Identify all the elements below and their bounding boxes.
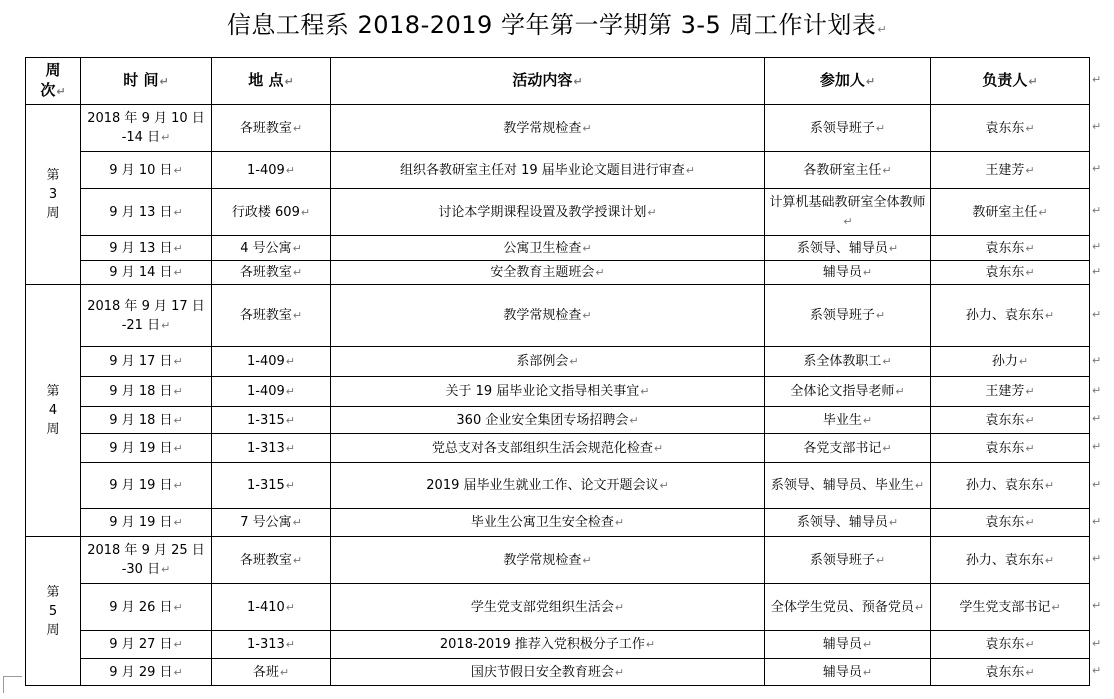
cell-place-text: 7 号公寓 [240,515,292,530]
row-end-mark-icon: ↵ [1092,353,1102,367]
row-end-mark-icon: ↵ [1092,412,1102,425]
cell-owner-text: 王建芳 [985,384,1025,399]
header-owner: 负责人↵ [931,58,1090,105]
paragraph-mark-icon: ↵ [300,205,311,219]
cell-time [81,285,212,347]
paragraph-mark-icon: ↵ [888,516,899,529]
cell-owner-text: 袁东东 [985,440,1025,456]
week-label-char: 第 [46,584,60,600]
paragraph-mark-icon: ↵ [173,638,183,651]
header-week: 周 次↵ [26,58,81,105]
cell-content-text: 2019 届毕业生就业工作、论文开题会议 [426,478,659,493]
cell-time-text: 9 月 18 日 [109,384,173,399]
cell-participants [765,105,931,152]
cell-content-text: 系部例会 [516,354,569,369]
cell-time-text: 9 月 13 日 [109,204,173,220]
paragraph-mark-icon: ↵ [173,413,183,427]
cell-time-text: 2018 年 9 月 10 日 -14 日 [87,111,205,145]
cell-time-text: 9 月 29 日 [109,664,173,680]
cell-content-text: 讨论本学期课程设置及教学授课计划 [438,204,647,220]
paragraph-mark-icon: ↵ [292,516,302,529]
cell-content [331,584,765,631]
table-row [26,463,1090,509]
paragraph-mark-icon: ↵ [875,553,886,567]
paragraph-mark-icon: ↵ [1025,516,1035,529]
cell-place [212,347,331,377]
cell-participants-text: 辅导员 [822,637,862,652]
cell-owner [931,347,1090,377]
cell-content [331,537,765,584]
cell-place-text: 各班教室 [239,265,292,280]
paragraph-mark-icon: ↵ [1025,665,1035,679]
cell-participants-text: 系全体教职工 [803,354,882,369]
document-title [0,4,1114,46]
paragraph-mark-icon: ↵ [862,665,873,679]
cell-participants-text: 系领导班子 [809,308,875,323]
paragraph-mark-icon: ↵ [862,266,873,279]
paragraph-mark-icon: ↵ [285,638,295,651]
week-label-char: 4 [48,403,58,418]
cell-owner-text: 袁东东 [985,412,1025,428]
cell-place-text: 各班教室 [239,120,292,136]
cell-place-text: 1-315 [247,412,285,428]
paragraph-mark-icon: ↵ [895,385,905,398]
cell-place [212,537,331,584]
cell-content [331,631,765,659]
cell-time [81,407,212,434]
cell-content [331,189,765,236]
cell-owner-text: 学生党支部书记 [959,599,1051,615]
paragraph-mark-icon: ↵ [582,121,592,135]
row-end-mark-icon: ↵ [1092,120,1102,133]
row-end-mark-icon: ↵ [1092,162,1102,175]
table-row [26,631,1090,659]
cell-owner [931,152,1090,189]
paragraph-mark-icon: ↵ [173,266,183,279]
table-row [26,261,1090,285]
cell-participants-text: 各教研室主任 [803,162,882,178]
cell-time-text: 9 月 14 日 [109,265,173,280]
paragraph-mark-icon: ↵ [1025,163,1035,177]
row-end-mark-icon: ↵ [1092,599,1102,612]
cell-owner-text: 孙力、袁东东 [965,552,1044,568]
table-row [26,236,1090,261]
cell-place [212,105,331,152]
cell-owner-text: 孙力、袁东东 [965,308,1044,323]
paragraph-mark-icon: ↵ [582,309,592,322]
paragraph-mark-icon: ↵ [1038,205,1048,219]
cell-place [212,509,331,537]
paragraph-mark-icon: ↵ [882,441,892,455]
cell-place [212,631,331,659]
cell-time-text: 9 月 19 日 [109,515,173,530]
paragraph-mark-icon: ↵ [173,163,183,177]
cell-participants-text: 系领导、辅导员 [796,240,888,256]
cell-owner [931,261,1090,285]
cell-participants-text: 计算机基础教研室全体教师 [769,195,926,210]
cell-content [331,434,765,463]
cell-participants [765,659,931,686]
cell-time [81,463,212,509]
row-end-mark-icon: ↵ [1092,383,1102,397]
cell-place-text: 1-409 [247,354,285,369]
paragraph-mark-icon: ↵ [647,205,657,219]
cell-owner [931,377,1090,407]
row-end-mark-icon: ↵ [1092,636,1102,650]
paragraph-mark-icon: ↵ [862,413,873,427]
cell-time-text: 9 月 18 日 [109,412,173,428]
cell-content [331,463,765,509]
cell-content [331,347,765,377]
paragraph-mark-icon: ↵ [173,441,183,455]
paragraph-mark-icon: ↵ [875,121,886,135]
table-row [26,434,1090,463]
cell-participants-text: 系领导、辅导员 [796,515,888,530]
cell-participants [765,631,931,659]
cell-content-text: 学生党支部党组织生活会 [470,599,614,615]
cell-content-text: 国庆节假日安全教育班会 [470,664,614,680]
cell-owner-text: 教研室主任 [972,204,1038,220]
cell-place-text: 各班 [252,664,279,680]
paragraph-mark-icon: ↵ [843,215,853,228]
paragraph-mark-icon: ↵ [614,516,625,529]
cell-owner [931,407,1090,434]
paragraph-mark-icon: ↵ [1044,479,1055,492]
cell-place [212,377,331,407]
paragraph-mark-icon: ↵ [292,553,303,567]
cell-content-text: 360 企业安全集团专场招聘会 [456,412,629,428]
row-end-mark-icon: ↵ [1092,204,1102,217]
cell-participants [765,261,931,285]
cell-content-text: 教学常规检查 [503,552,582,568]
paragraph-mark-icon: ↵ [285,355,295,368]
cell-owner [931,631,1090,659]
paragraph-mark-icon: ↵ [173,516,183,529]
paragraph-mark-icon: ↵ [877,23,888,36]
cell-time [81,584,212,631]
cell-content [331,285,765,347]
paragraph-mark-icon: ↵ [285,441,295,455]
cell-owner-text: 孙力、袁东东 [965,478,1044,493]
cell-content [331,236,765,261]
cell-owner [931,105,1090,152]
cell-time-text: 9 月 19 日 [109,478,173,493]
cell-owner [931,434,1090,463]
paragraph-mark-icon: ↵ [292,121,303,135]
cell-content-text: 安全教育主题班会 [490,265,595,280]
cell-owner-text: 袁东东 [985,240,1025,256]
cell-participants [765,189,931,236]
row-end-mark-icon: ↵ [1092,514,1102,528]
cell-time-text: 2018 年 9 月 25 日 -30 日 [87,543,205,577]
cell-participants [765,463,931,509]
paragraph-mark-icon: ↵ [582,553,592,567]
cell-content-text: 2018-2019 推荐入党积极分子工作 [439,637,645,652]
paragraph-mark-icon: ↵ [285,385,295,398]
paragraph-mark-icon: ↵ [1025,266,1035,279]
cell-place [212,261,331,285]
paragraph-mark-icon: ↵ [629,413,639,427]
cell-time [81,659,212,686]
cell-content-text: 教学常规检查 [503,308,582,323]
page-corner-mark [3,676,22,693]
cell-content-text: 毕业生公寓卫生安全检查 [470,515,614,530]
cell-time-text: 9 月 13 日 [109,240,173,256]
paragraph-mark-icon: ↵ [1051,600,1061,614]
cell-content-text: 教学常规检查 [503,120,582,136]
cell-time [81,537,212,584]
paragraph-mark-icon: ↵ [1025,385,1035,398]
paragraph-mark-icon: ↵ [614,665,625,679]
cell-participants-text: 毕业生 [822,412,862,428]
cell-participants-text: 全体论文指导老师 [790,384,895,399]
cell-place [212,434,331,463]
cell-content-text: 党总支对各支部组织生活会规范化检查 [431,440,653,456]
cell-participants-text: 系领导、辅导员、毕业生 [770,478,914,493]
week-label-char: 3 [48,187,58,202]
cell-owner-text: 袁东东 [985,637,1025,652]
title-text: 信息工程系 2018-2019 学年第一学期第 3-5 周工作计划表 [226,11,877,39]
cell-place-text: 1-409 [247,384,285,399]
paragraph-mark-icon: ↵ [285,600,295,614]
cell-owner [931,285,1090,347]
paragraph-mark-icon: ↵ [285,413,295,427]
cell-time [81,261,212,285]
cell-owner [931,189,1090,236]
paragraph-mark-icon: ↵ [875,309,886,322]
table-body [26,105,1090,686]
cell-participants-text: 全体学生党员、预备党员 [770,599,914,615]
row-end-mark-icon: ↵ [1092,307,1102,321]
paragraph-mark-icon: ↵ [173,600,183,614]
paragraph-mark-icon: ↵ [1025,413,1035,427]
table-row [26,152,1090,189]
paragraph-mark-icon: ↵ [569,355,579,368]
cell-place [212,236,331,261]
cell-time-text: 9 月 19 日 [109,440,173,456]
table-row [26,285,1090,347]
cell-place [212,189,331,236]
cell-time-text: 9 月 17 日 [109,354,173,369]
paragraph-mark-icon: ↵ [161,131,171,144]
cell-participants [765,407,931,434]
cell-time [81,347,212,377]
cell-time [81,509,212,537]
week-label-char: 周 [46,206,60,221]
paragraph-mark-icon: ↵ [1044,553,1055,567]
paragraph-mark-icon: ↵ [685,163,696,177]
row-end-mark-icon: ↵ [1092,73,1102,86]
cell-place-text: 1-313 [247,637,285,652]
paragraph-mark-icon: ↵ [173,385,183,398]
cell-participants [765,434,931,463]
cell-place-text: 各班教室 [239,308,292,323]
cell-owner [931,509,1090,537]
table-row [26,509,1090,537]
week-label-char: 周 [46,622,60,638]
paragraph-mark-icon: ↵ [653,441,664,455]
cell-place-text: 1-410 [247,599,285,615]
cell-content [331,407,765,434]
cell-participants [765,537,931,584]
row-end-mark-icon: ↵ [1092,264,1102,278]
cell-owner-text: 袁东东 [985,515,1025,530]
cell-time [81,434,212,463]
cell-place-text: 1-313 [247,440,285,456]
header-participants: 参加人↵ [765,58,931,105]
row-end-mark-icon: ↵ [1092,240,1102,253]
paragraph-mark-icon: ↵ [1025,121,1035,135]
cell-place-text: 各班教室 [239,552,292,568]
cell-content-text: 组织各教研室主任对 19 届毕业论文题目进行审查 [399,162,685,178]
paragraph-mark-icon: ↵ [279,665,290,679]
cell-content [331,377,765,407]
cell-participants-text: 各党支部书记 [803,440,882,456]
paragraph-mark-icon: ↵ [173,665,183,679]
cell-participants [765,584,931,631]
cell-participants [765,347,931,377]
cell-content-text: 公寓卫生检查 [503,240,582,256]
cell-participants [765,509,931,537]
cell-owner [931,584,1090,631]
paragraph-mark-icon: ↵ [882,163,892,177]
cell-place [212,285,331,347]
paragraph-mark-icon: ↵ [292,266,303,279]
cell-time [81,631,212,659]
paragraph-mark-icon: ↵ [582,241,592,255]
paragraph-mark-icon: ↵ [614,600,625,614]
paragraph-mark-icon: ↵ [862,638,873,651]
cell-place [212,584,331,631]
table-row [26,189,1090,236]
cell-time [81,105,212,152]
cell-time [81,189,212,236]
paragraph-mark-icon: ↵ [292,241,302,255]
paragraph-mark-icon: ↵ [882,355,892,368]
paragraph-mark-icon: ↵ [161,563,171,576]
table-row [26,537,1090,584]
paragraph-mark-icon: ↵ [645,638,656,651]
cell-time [81,152,212,189]
row-end-mark-icon: ↵ [1092,440,1102,453]
table-row [26,659,1090,686]
table-row [26,347,1090,377]
cell-participants-text: 系领导班子 [809,552,875,568]
cell-owner [931,463,1090,509]
header-content: 活动内容↵ [331,58,765,105]
cell-place [212,463,331,509]
cell-owner-text: 孙力 [991,354,1018,369]
paragraph-mark-icon: ↵ [1025,638,1035,651]
paragraph-mark-icon: ↵ [914,600,925,614]
cell-content [331,659,765,686]
cell-owner [931,236,1090,261]
cell-owner-text: 袁东东 [985,664,1025,680]
cell-owner [931,659,1090,686]
week-label-char: 第 [46,168,60,183]
cell-time-text: 9 月 26 日 [109,599,173,615]
cell-participants [765,236,931,261]
cell-content [331,509,765,537]
row-end-mark-icon: ↵ [1092,664,1102,677]
paragraph-mark-icon: ↵ [914,479,925,492]
cell-participants-text: 系领导班子 [809,120,875,136]
cell-content-text: 关于 19 届毕业论文指导相关事宜 [445,384,640,399]
cell-participants-text: 辅导员 [822,265,862,280]
table-row [26,584,1090,631]
header-row [26,58,1090,105]
table-row [26,377,1090,407]
paragraph-mark-icon: ↵ [888,241,899,255]
paragraph-mark-icon: ↵ [161,318,171,332]
cell-time [81,236,212,261]
paragraph-mark-icon: ↵ [173,205,183,219]
week-label-3 [26,105,81,285]
paragraph-mark-icon: ↵ [285,479,295,492]
paragraph-mark-icon: ↵ [285,163,295,177]
cell-owner-text: 袁东东 [985,265,1025,280]
paragraph-mark-icon: ↵ [173,355,183,368]
cell-participants [765,285,931,347]
cell-place [212,152,331,189]
cell-place [212,659,331,686]
cell-content [331,105,765,152]
week-label-char: 第 [46,384,60,399]
cell-owner [931,537,1090,584]
table-row [26,407,1090,434]
cell-time-text: 9 月 27 日 [109,637,173,652]
paragraph-mark-icon: ↵ [1018,355,1029,368]
paragraph-mark-icon: ↵ [1025,441,1035,455]
row-end-mark-icon: ↵ [1092,552,1102,565]
paragraph-mark-icon: ↵ [640,385,650,398]
table-row [26,105,1090,152]
paragraph-mark-icon: ↵ [292,309,303,322]
cell-participants [765,377,931,407]
week-label-char: 周 [46,422,60,437]
paragraph-mark-icon: ↵ [595,266,605,279]
paragraph-mark-icon: ↵ [1025,241,1035,255]
cell-owner-text: 袁东东 [985,120,1025,136]
cell-owner-text: 王建芳 [985,162,1025,178]
cell-place-text: 1-315 [247,478,285,493]
cell-time-text: 2018 年 9 月 17 日 -21 日 [87,298,205,333]
work-plan-table [25,57,1090,686]
cell-participants-text: 辅导员 [822,664,862,680]
cell-place-text: 行政楼 609 [231,204,300,220]
cell-place-text: 4 号公寓 [240,240,292,256]
cell-content [331,261,765,285]
cell-content [331,152,765,189]
cell-participants [765,152,931,189]
paragraph-mark-icon: ↵ [173,241,183,255]
paragraph-mark-icon: ↵ [173,479,183,492]
paragraph-mark-icon: ↵ [1044,309,1055,322]
header-place: 地 点↵ [212,58,331,105]
week-label-5 [26,537,81,686]
cell-place [212,407,331,434]
paragraph-mark-icon: ↵ [659,479,669,492]
cell-time [81,377,212,407]
week-label-4 [26,285,81,537]
cell-place-text: 1-409 [247,162,285,178]
row-end-mark-icon: ↵ [1092,477,1102,491]
cell-time-text: 9 月 10 日 [109,162,173,178]
week-label-char: 5 [48,603,58,619]
header-time: 时 间↵ [81,58,212,105]
